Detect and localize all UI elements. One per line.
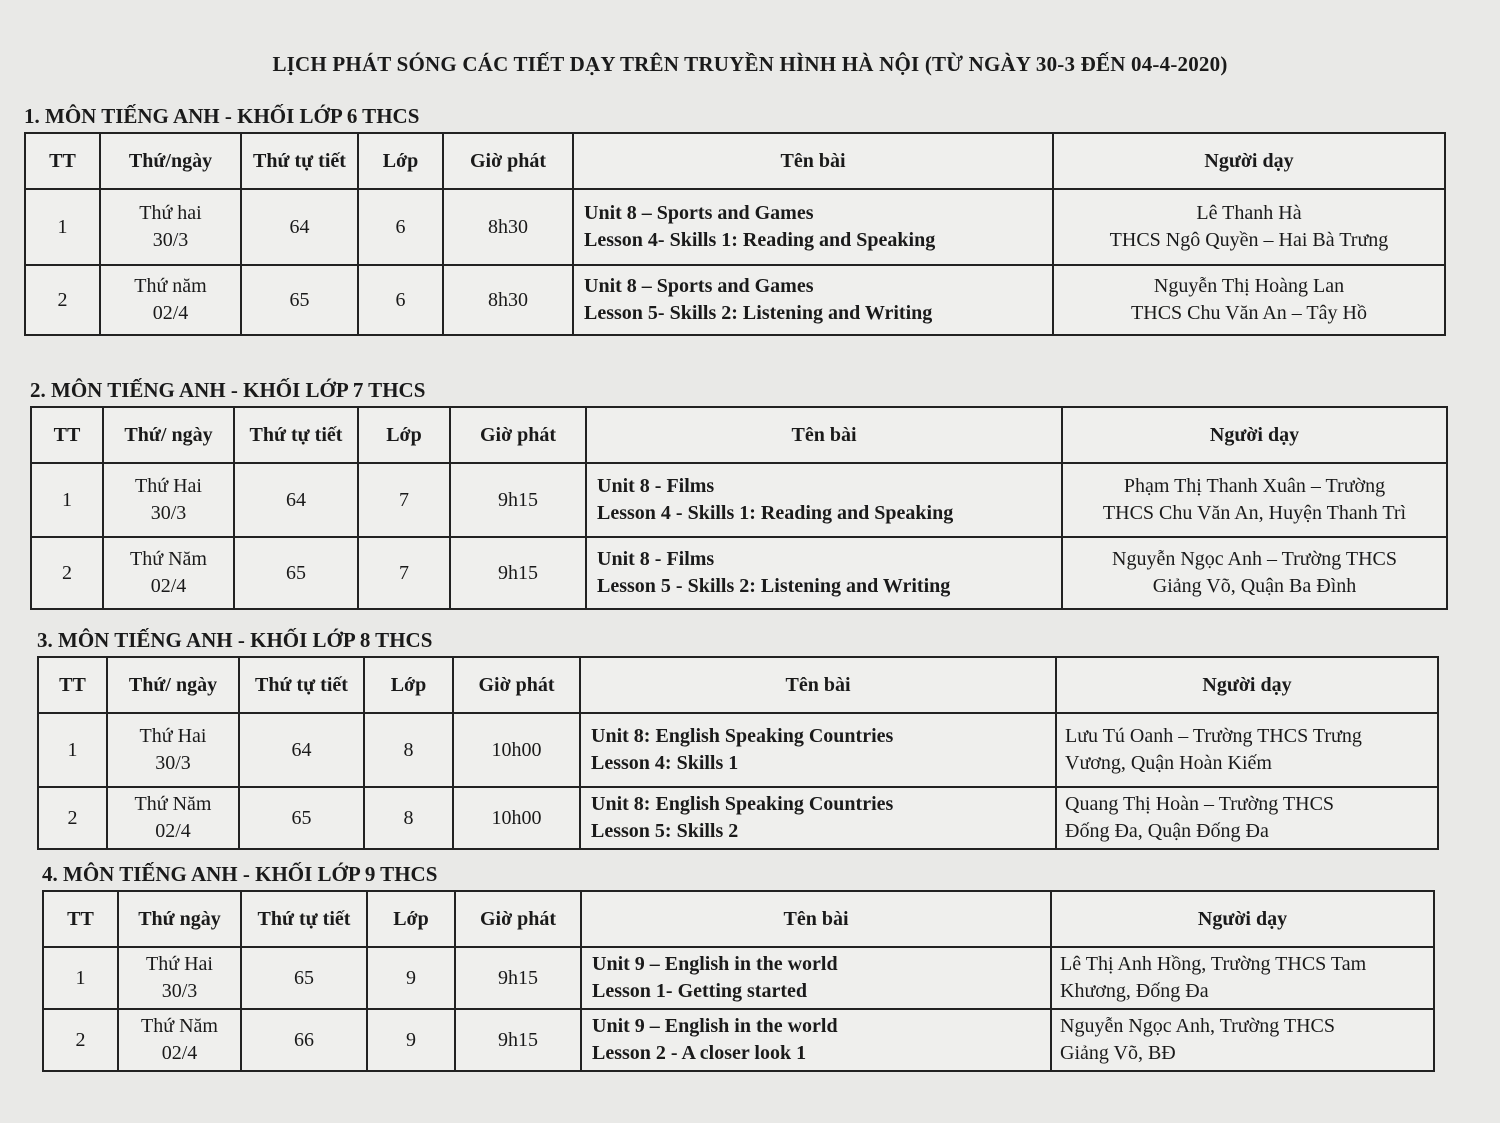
weekday: Thứ năm xyxy=(134,275,207,297)
header-lesson-name: Tên bài xyxy=(580,657,1056,713)
teacher-cell xyxy=(1051,1009,1434,1071)
period-cell: 66 xyxy=(241,1009,367,1071)
header-class: Lớp xyxy=(364,657,453,713)
teacher-school: THCS Chu Văn An, Huyện Thanh Trì xyxy=(1102,502,1407,524)
section-heading: 1. MÔN TIẾNG ANH - KHỐI LỚP 6 THCS xyxy=(24,104,420,128)
row-number-cell: 1 xyxy=(43,947,118,1009)
unit-title: Unit 8 – Sports and Games xyxy=(584,275,814,297)
header-tt: TT xyxy=(43,891,118,947)
unit-title: Unit 8 – Sports and Games xyxy=(584,202,814,224)
unit-title: Unit 8 - Films xyxy=(597,548,715,570)
broadcast-time-cell: 8h30 xyxy=(443,189,573,265)
header-class: Lớp xyxy=(367,891,455,947)
period-cell: 65 xyxy=(241,265,358,335)
day-date-cell xyxy=(103,463,234,537)
teacher-cell xyxy=(1062,463,1447,537)
day-date-cell xyxy=(103,537,234,609)
row-number-cell: 1 xyxy=(31,463,103,537)
header-teacher: Người dạy xyxy=(1051,891,1434,947)
broadcast-time-cell: 10h00 xyxy=(453,787,580,849)
row-number-cell: 2 xyxy=(43,1009,118,1071)
row-number-cell: 2 xyxy=(31,537,103,609)
teacher-cell xyxy=(1053,189,1445,265)
broadcast-time-cell: 10h00 xyxy=(453,713,580,787)
teacher-cell xyxy=(1062,537,1447,609)
broadcast-time-cell: 9h15 xyxy=(455,1009,581,1071)
period-cell: 64 xyxy=(234,463,358,537)
date: 02/4 xyxy=(150,575,187,597)
class-cell: 6 xyxy=(358,189,443,265)
teacher-name: Nguyễn Thị Hoàng Lan xyxy=(1153,275,1345,297)
lesson-name-cell xyxy=(586,463,1062,537)
class-cell: 9 xyxy=(367,947,455,1009)
section-heading: 4. MÔN TIẾNG ANH - KHỐI LỚP 9 THCS xyxy=(42,862,438,886)
header-class: Lớp xyxy=(358,407,450,463)
header-teacher: Người dạy xyxy=(1062,407,1447,463)
table-header-row xyxy=(31,407,1447,463)
teacher-cell xyxy=(1053,265,1445,335)
teacher-school: Giảng Võ, BĐ xyxy=(1060,1042,1176,1064)
class-cell: 7 xyxy=(358,463,450,537)
class-cell: 6 xyxy=(358,265,443,335)
teacher-name: Quang Thị Hoàn – Trường THCS xyxy=(1065,793,1335,815)
lesson-title: Lesson 4 - Skills 1: Reading and Speaking xyxy=(597,502,954,524)
header-day: Thứ/ ngày xyxy=(103,407,234,463)
date: 30/3 xyxy=(155,752,191,774)
teacher-school: Vương, Quận Hoàn Kiếm xyxy=(1065,752,1272,774)
period-cell: 64 xyxy=(239,713,364,787)
teacher-name: Phạm Thị Thanh Xuân – Trường xyxy=(1123,475,1386,497)
table-header-row xyxy=(38,657,1438,713)
lesson-title: Lesson 4- Skills 1: Reading and Speaking xyxy=(584,229,936,251)
table-row xyxy=(38,713,1438,787)
header-period: Thứ tự tiết xyxy=(241,133,358,189)
lesson-title: Lesson 1- Getting started xyxy=(592,980,807,1002)
period-cell: 64 xyxy=(241,189,358,265)
header-period: Thứ tự tiết xyxy=(239,657,364,713)
lesson-title: Lesson 2 - A closer look 1 xyxy=(592,1042,807,1064)
day-date-cell xyxy=(107,713,239,787)
teacher-school: Giảng Võ, Quận Ba Đình xyxy=(1152,575,1357,597)
teacher-school: THCS Ngô Quyền – Hai Bà Trưng xyxy=(1109,229,1389,251)
teacher-cell xyxy=(1056,787,1438,849)
weekday: Thứ Năm xyxy=(130,548,207,570)
lesson-name-cell xyxy=(586,537,1062,609)
header-time: Giờ phát xyxy=(455,891,581,947)
day-date-cell xyxy=(118,1009,241,1071)
lesson-name-cell xyxy=(573,265,1053,335)
header-lesson-name: Tên bài xyxy=(586,407,1062,463)
schedule-table xyxy=(24,132,1446,336)
header-class: Lớp xyxy=(358,133,443,189)
schedule-section xyxy=(37,628,1439,850)
table-row xyxy=(25,265,1445,335)
weekday: Thứ Hai xyxy=(139,725,207,747)
day-date-cell xyxy=(100,189,241,265)
table-row xyxy=(43,1009,1434,1071)
date: 30/3 xyxy=(161,980,198,1002)
class-cell: 8 xyxy=(364,713,453,787)
teacher-cell xyxy=(1051,947,1434,1009)
weekday: Thứ Năm xyxy=(141,1015,218,1037)
lesson-title: Lesson 5- Skills 2: Listening and Writing xyxy=(584,302,933,324)
class-cell: 7 xyxy=(358,537,450,609)
date: 30/3 xyxy=(152,229,189,251)
header-tt: TT xyxy=(25,133,100,189)
document-title: LỊCH PHÁT SÓNG CÁC TIẾT DẠY TRÊN TRUYỀN HÌNH HÀ NỘI (TỪ NGÀY 30-3 ĐẾN 04-4-2020) xyxy=(272,52,1228,76)
header-day: Thứ/ngày xyxy=(100,133,241,189)
unit-title: Unit 9 – English in the world xyxy=(592,953,838,975)
weekday: Thứ Hai xyxy=(146,953,213,975)
teacher-school: THCS Chu Văn An – Tây Hồ xyxy=(1131,302,1367,324)
date: 02/4 xyxy=(155,820,191,842)
teacher-name: Lê Thị Anh Hồng, Trường THCS Tam xyxy=(1060,953,1367,975)
lesson-name-cell xyxy=(581,1009,1051,1071)
lesson-name-cell xyxy=(581,947,1051,1009)
lesson-name-cell xyxy=(573,189,1053,265)
table-row xyxy=(25,189,1445,265)
lesson-title: Lesson 5 - Skills 2: Listening and Writing xyxy=(597,575,951,597)
table-row xyxy=(38,787,1438,849)
lesson-title: Lesson 5: Skills 2 xyxy=(591,820,739,842)
lesson-name-cell xyxy=(580,713,1056,787)
broadcast-time-cell: 8h30 xyxy=(443,265,573,335)
schedule-table xyxy=(42,890,1435,1072)
table-header-row xyxy=(25,133,1445,189)
lesson-name-cell xyxy=(580,787,1056,849)
header-time: Giờ phát xyxy=(453,657,580,713)
date: 02/4 xyxy=(161,1042,198,1064)
header-time: Giờ phát xyxy=(443,133,573,189)
table-row xyxy=(31,463,1447,537)
broadcast-time-cell: 9h15 xyxy=(450,463,586,537)
teacher-name: Lưu Tú Oanh – Trường THCS Trưng xyxy=(1065,725,1362,747)
section-heading: 2. MÔN TIẾNG ANH - KHỐI LỚP 7 THCS xyxy=(30,378,426,402)
lesson-title: Lesson 4: Skills 1 xyxy=(591,752,739,774)
header-lesson-name: Tên bài xyxy=(581,891,1051,947)
table-row xyxy=(43,947,1434,1009)
row-number-cell: 2 xyxy=(25,265,100,335)
header-tt: TT xyxy=(31,407,103,463)
unit-title: Unit 8: English Speaking Countries xyxy=(591,793,894,815)
header-teacher: Người dạy xyxy=(1053,133,1445,189)
header-tt: TT xyxy=(38,657,107,713)
teacher-name: Nguyễn Ngọc Anh – Trường THCS xyxy=(1112,548,1397,570)
date: 02/4 xyxy=(152,302,189,324)
period-cell: 65 xyxy=(241,947,367,1009)
schedule-table xyxy=(30,406,1448,610)
teacher-cell xyxy=(1056,713,1438,787)
weekday: Thứ Hai xyxy=(135,475,202,497)
class-cell: 9 xyxy=(367,1009,455,1071)
period-cell: 65 xyxy=(234,537,358,609)
weekday: Thứ hai xyxy=(139,202,202,224)
broadcast-time-cell: 9h15 xyxy=(450,537,586,609)
header-time: Giờ phát xyxy=(450,407,586,463)
row-number-cell: 2 xyxy=(38,787,107,849)
unit-title: Unit 9 – English in the world xyxy=(592,1015,838,1037)
day-date-cell xyxy=(100,265,241,335)
header-day: Thứ ngày xyxy=(118,891,241,947)
schedule-section xyxy=(30,378,1448,610)
table-header-row xyxy=(43,891,1434,947)
teacher-name: Lê Thanh Hà xyxy=(1196,202,1302,224)
unit-title: Unit 8 - Films xyxy=(597,475,715,497)
header-day: Thứ/ ngày xyxy=(107,657,239,713)
row-number-cell: 1 xyxy=(25,189,100,265)
date: 30/3 xyxy=(150,502,187,524)
row-number-cell: 1 xyxy=(38,713,107,787)
header-period: Thứ tự tiết xyxy=(234,407,358,463)
day-date-cell xyxy=(107,787,239,849)
weekday: Thứ Năm xyxy=(134,793,212,815)
teacher-school: Đống Đa, Quận Đống Đa xyxy=(1065,820,1269,842)
day-date-cell xyxy=(118,947,241,1009)
period-cell: 65 xyxy=(239,787,364,849)
teacher-school: Khương, Đống Đa xyxy=(1060,980,1209,1002)
class-cell: 8 xyxy=(364,787,453,849)
section-heading: 3. MÔN TIẾNG ANH - KHỐI LỚP 8 THCS xyxy=(37,628,433,652)
schedule-section xyxy=(42,862,1435,1072)
table-row xyxy=(31,537,1447,609)
schedule-table xyxy=(37,656,1439,850)
unit-title: Unit 8: English Speaking Countries xyxy=(591,725,894,747)
broadcast-time-cell: 9h15 xyxy=(455,947,581,1009)
header-period: Thứ tự tiết xyxy=(241,891,367,947)
header-teacher: Người dạy xyxy=(1056,657,1438,713)
schedule-section xyxy=(24,104,1446,336)
teacher-name: Nguyễn Ngọc Anh, Trường THCS xyxy=(1060,1015,1335,1037)
header-lesson-name: Tên bài xyxy=(573,133,1053,189)
